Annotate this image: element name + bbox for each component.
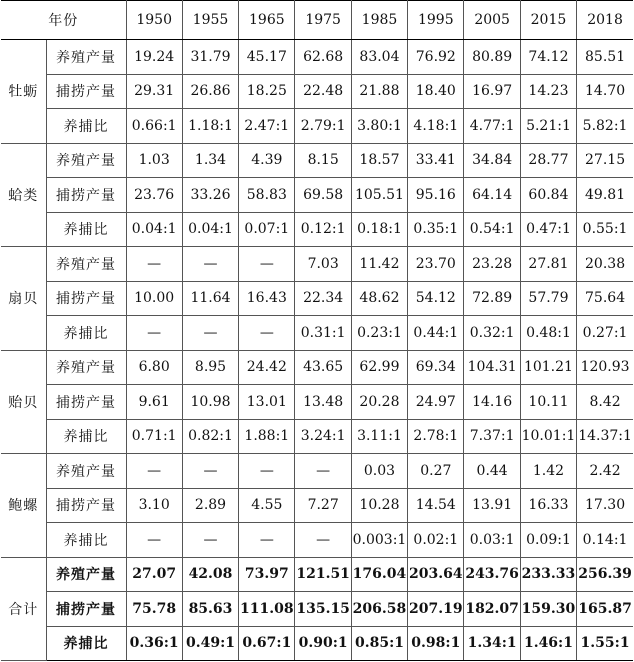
table-cell: 8.42 [577, 385, 633, 420]
table-cell: 203.64 [408, 557, 464, 592]
table-cell: 74.12 [520, 40, 576, 75]
table-cell: 2.79:1 [295, 109, 351, 144]
group-name: 牡蛎 [1, 40, 46, 144]
table-cell: 23.28 [464, 247, 520, 282]
table-cell: 0.44:1 [408, 316, 464, 351]
table-cell: — [182, 247, 238, 282]
table-cell: 0.03 [351, 454, 407, 489]
table-body [1, 1, 633, 661]
header-year: 2005 [464, 1, 520, 40]
table-cell: 0.18:1 [351, 212, 407, 247]
table-row [1, 523, 633, 558]
table-cell: 104.31 [464, 350, 520, 385]
table-cell: 24.97 [408, 385, 464, 420]
group-name: 合计 [1, 557, 46, 661]
table-cell: 0.44 [464, 454, 520, 489]
table-cell: 21.88 [351, 74, 407, 109]
table-cell: 49.81 [577, 178, 633, 213]
table-cell: 11.64 [182, 281, 238, 316]
group-name: 扇贝 [1, 247, 46, 351]
table-cell: — [126, 247, 182, 282]
table-cell: 1.34:1 [464, 626, 520, 661]
table-cell: 0.07:1 [239, 212, 295, 247]
table-cell: 33.41 [408, 143, 464, 178]
table-row [1, 592, 633, 627]
table-cell: 105.51 [351, 178, 407, 213]
table-cell: — [126, 523, 182, 558]
table-cell: 0.98:1 [408, 626, 464, 661]
table-cell: 22.34 [295, 281, 351, 316]
table-cell: 85.63 [182, 592, 238, 627]
table-cell: 4.18:1 [408, 109, 464, 144]
table-cell: 243.76 [464, 557, 520, 592]
table-cell: — [295, 454, 351, 489]
table-cell: — [239, 454, 295, 489]
header-year: 1955 [182, 1, 238, 40]
metric-label: 养捕比 [46, 316, 126, 351]
metric-label: 养殖产量 [46, 557, 126, 592]
table-row [1, 109, 633, 144]
group-name: 蛤类 [1, 143, 46, 247]
table-cell: — [295, 523, 351, 558]
table-cell: 23.76 [126, 178, 182, 213]
table-cell: 13.48 [295, 385, 351, 420]
table-cell: 64.14 [464, 178, 520, 213]
metric-label: 捕捞产量 [46, 488, 126, 523]
table-cell: 206.58 [351, 592, 407, 627]
table-cell: 0.36:1 [126, 626, 182, 661]
table-cell: 0.27:1 [577, 316, 633, 351]
table-cell: 18.40 [408, 74, 464, 109]
table-cell: 135.15 [295, 592, 351, 627]
table-cell: 95.16 [408, 178, 464, 213]
table-cell: 2.47:1 [239, 109, 295, 144]
table-cell: 75.78 [126, 592, 182, 627]
table-cell: 0.14:1 [577, 523, 633, 558]
table-row [1, 212, 633, 247]
metric-label: 养殖产量 [46, 247, 126, 282]
table-cell: 233.33 [520, 557, 576, 592]
table-cell: 14.37:1 [577, 419, 633, 454]
table-cell: 29.31 [126, 74, 182, 109]
table-cell: 0.04:1 [126, 212, 182, 247]
table-row [1, 419, 633, 454]
table-cell: 58.83 [239, 178, 295, 213]
table-cell: 16.97 [464, 74, 520, 109]
table-cell: 2.89 [182, 488, 238, 523]
table-row [1, 626, 633, 661]
header-year-label: 年份 [1, 1, 126, 40]
table-cell: — [182, 316, 238, 351]
table-cell: 57.79 [520, 281, 576, 316]
table-cell: 54.12 [408, 281, 464, 316]
table-cell: 159.30 [520, 592, 576, 627]
table-cell: 0.47:1 [520, 212, 576, 247]
table-cell: 20.38 [577, 247, 633, 282]
table-cell: 0.82:1 [182, 419, 238, 454]
table-cell: 1.55:1 [577, 626, 633, 661]
table-cell: 0.54:1 [464, 212, 520, 247]
header-row [1, 1, 633, 40]
table-row [1, 247, 633, 282]
metric-label: 养捕比 [46, 626, 126, 661]
table-cell: 165.87 [577, 592, 633, 627]
table-cell: 101.21 [520, 350, 576, 385]
table-row [1, 316, 633, 351]
table-cell: 75.64 [577, 281, 633, 316]
metric-label: 养殖产量 [46, 350, 126, 385]
table-cell: — [126, 316, 182, 351]
table-cell: 13.91 [464, 488, 520, 523]
metric-label: 养捕比 [46, 523, 126, 558]
table-cell: 27.15 [577, 143, 633, 178]
table-cell: 76.92 [408, 40, 464, 75]
table-cell: 26.86 [182, 74, 238, 109]
table-row [1, 488, 633, 523]
header-year: 1965 [239, 1, 295, 40]
table-cell: 10.01:1 [520, 419, 576, 454]
table-cell: 111.08 [239, 592, 295, 627]
metric-label: 捕捞产量 [46, 178, 126, 213]
table-cell: 3.80:1 [351, 109, 407, 144]
table-cell: 13.01 [239, 385, 295, 420]
table-cell: 11.42 [351, 247, 407, 282]
table-cell: 0.85:1 [351, 626, 407, 661]
table-cell: 256.39 [577, 557, 633, 592]
table-cell: 1.88:1 [239, 419, 295, 454]
table-cell: 18.25 [239, 74, 295, 109]
table-cell: 7.03 [295, 247, 351, 282]
table-cell: 0.66:1 [126, 109, 182, 144]
table-cell: 120.93 [577, 350, 633, 385]
table-cell: 62.68 [295, 40, 351, 75]
metric-label: 捕捞产量 [46, 281, 126, 316]
table-cell: 2.42 [577, 454, 633, 489]
table-cell: 0.12:1 [295, 212, 351, 247]
group-name: 鲍螺 [1, 454, 46, 558]
table-cell: — [239, 316, 295, 351]
table-cell: 48.62 [351, 281, 407, 316]
table-cell: 0.03:1 [464, 523, 520, 558]
table-cell: 5.82:1 [577, 109, 633, 144]
table-cell: 0.04:1 [182, 212, 238, 247]
table-cell: 24.42 [239, 350, 295, 385]
table-cell: 1.34 [182, 143, 238, 178]
metric-label: 养殖产量 [46, 143, 126, 178]
group-name: 贻贝 [1, 350, 46, 454]
table-cell: 18.57 [351, 143, 407, 178]
header-year: 1985 [351, 1, 407, 40]
table-cell: — [182, 454, 238, 489]
table-cell: 8.95 [182, 350, 238, 385]
table-cell: 0.27 [408, 454, 464, 489]
metric-label: 捕捞产量 [46, 592, 126, 627]
table-cell: 73.97 [239, 557, 295, 592]
table-cell: 10.28 [351, 488, 407, 523]
table-cell: 0.71:1 [126, 419, 182, 454]
table-cell: 85.51 [577, 40, 633, 75]
table-cell: 0.48:1 [520, 316, 576, 351]
table-cell: 4.39 [239, 143, 295, 178]
table-cell: 16.33 [520, 488, 576, 523]
table-row [1, 281, 633, 316]
table-cell: 7.27 [295, 488, 351, 523]
table-cell: 0.09:1 [520, 523, 576, 558]
table-cell: 182.07 [464, 592, 520, 627]
table-cell: 34.84 [464, 143, 520, 178]
table-cell: 10.11 [520, 385, 576, 420]
table-cell: 0.49:1 [182, 626, 238, 661]
table-cell: 45.17 [239, 40, 295, 75]
table-cell: 9.61 [126, 385, 182, 420]
table-cell: 43.65 [295, 350, 351, 385]
table-cell: 14.54 [408, 488, 464, 523]
table-cell: 8.15 [295, 143, 351, 178]
metric-label: 捕捞产量 [46, 74, 126, 109]
table-cell: 10.00 [126, 281, 182, 316]
table-cell: 31.79 [182, 40, 238, 75]
table-cell: 0.55:1 [577, 212, 633, 247]
metric-label: 养殖产量 [46, 454, 126, 489]
table-cell: 4.55 [239, 488, 295, 523]
table-cell: 60.84 [520, 178, 576, 213]
table-cell: 0.31:1 [295, 316, 351, 351]
metric-label: 养殖产量 [46, 40, 126, 75]
header-year: 1995 [408, 1, 464, 40]
table-cell: 0.67:1 [239, 626, 295, 661]
table-cell: 0.90:1 [295, 626, 351, 661]
table-cell: — [239, 523, 295, 558]
table-cell: 83.04 [351, 40, 407, 75]
table-cell: 1.18:1 [182, 109, 238, 144]
table-cell: 72.89 [464, 281, 520, 316]
table-cell: 22.48 [295, 74, 351, 109]
table-cell: 27.07 [126, 557, 182, 592]
table-cell: 20.28 [351, 385, 407, 420]
table-cell: 176.04 [351, 557, 407, 592]
header-year: 2018 [577, 1, 633, 40]
table-row [1, 350, 633, 385]
table-cell: — [239, 247, 295, 282]
table-cell: 27.81 [520, 247, 576, 282]
table-cell: 207.19 [408, 592, 464, 627]
metric-label: 养捕比 [46, 212, 126, 247]
header-year: 1975 [295, 1, 351, 40]
table-cell: 19.24 [126, 40, 182, 75]
table-cell: — [126, 454, 182, 489]
table-cell: 1.46:1 [520, 626, 576, 661]
table-cell: 0.23:1 [351, 316, 407, 351]
table-cell: 14.23 [520, 74, 576, 109]
table-cell: 1.42 [520, 454, 576, 489]
table-cell: 2.78:1 [408, 419, 464, 454]
metric-label: 养捕比 [46, 419, 126, 454]
metric-label: 捕捞产量 [46, 385, 126, 420]
table-row [1, 143, 633, 178]
header-year: 1950 [126, 1, 182, 40]
table-cell: 69.34 [408, 350, 464, 385]
table-cell: — [182, 523, 238, 558]
table-cell: 28.77 [520, 143, 576, 178]
table-cell: 16.43 [239, 281, 295, 316]
table-row [1, 74, 633, 109]
table-cell: 14.16 [464, 385, 520, 420]
table-cell: 121.51 [295, 557, 351, 592]
table-cell: 3.11:1 [351, 419, 407, 454]
table-cell: 0.003:1 [351, 523, 407, 558]
table-cell: 42.08 [182, 557, 238, 592]
table-cell: 6.80 [126, 350, 182, 385]
table-cell: 0.32:1 [464, 316, 520, 351]
table-row [1, 385, 633, 420]
table-row [1, 454, 633, 489]
table-cell: 4.77:1 [464, 109, 520, 144]
table-cell: 33.26 [182, 178, 238, 213]
table-cell: 17.30 [577, 488, 633, 523]
table-cell: 69.58 [295, 178, 351, 213]
metric-label: 养捕比 [46, 109, 126, 144]
table-cell: 1.03 [126, 143, 182, 178]
table-cell: 23.70 [408, 247, 464, 282]
table-cell: 62.99 [351, 350, 407, 385]
table-row [1, 557, 633, 592]
table-cell: 5.21:1 [520, 109, 576, 144]
table-cell: 7.37:1 [464, 419, 520, 454]
table-cell: 3.10 [126, 488, 182, 523]
table-cell: 0.35:1 [408, 212, 464, 247]
header-year: 2015 [520, 1, 576, 40]
table-cell: 80.89 [464, 40, 520, 75]
table-cell: 14.70 [577, 74, 633, 109]
table-row [1, 178, 633, 213]
table-cell: 10.98 [182, 385, 238, 420]
data-table [1, 0, 633, 661]
table-row [1, 40, 633, 75]
table-cell: 3.24:1 [295, 419, 351, 454]
table-cell: 0.02:1 [408, 523, 464, 558]
